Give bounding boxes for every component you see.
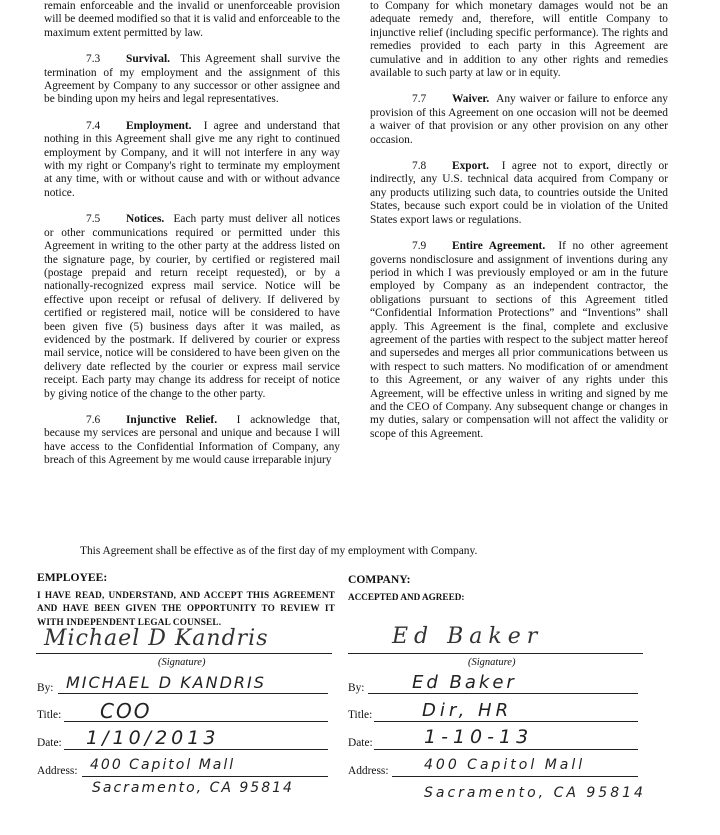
company-title-value: Dir, HR [422,700,513,721]
employee-by-value: MICHAEL D KANDRIS [66,673,266,692]
company-date-line[interactable] [374,749,638,750]
section-text: I acknowledge that, because my services are personal and unique and because I will have access to the Confidential Information of Company, any breach of this Agreement by me would cause irreparable injury [44,413,340,467]
employee-date-value: 1/10/2013 [86,727,220,749]
section-number: 7.9 [412,240,427,253]
section-text: If no other agreement governs nondisclosure and assignment of inventions during any period in which I was previously employed or am in the future employed by Company as an independent contractor, the obligations pursuant to sections of this Agreement titled “Confidential Information Protections” and “Inventions” shall apply. This Agreement is the final, complete and exclusive agreement of the parties with respect to the subject matter hereof and supersedes and merges all prior communications between us with respect to such matters. No modification of or amendment to this Agreement, or any waiver of any rights under this Agreement, will be effective unless in writing and signed by me and the CEO of Company. Any subsequent change or changes in my duties, salary or compensation will not affect the validity or scope of this Agreement. [370,240,668,440]
section-heading: Waiver. [452,93,490,106]
paragraph-continued: to Company for which monetary damages would not be an adequate remedy and, therefore, will entitle Company to injunctive relief (including specific performance). The rights and remedies provided to each party in this Agreement are cumulative and in addition to any other rights and remedies available to such party at law or in equity. [370,0,668,80]
company-by-label: By: [348,682,365,694]
company-title-label: Title: [348,709,373,721]
company-accepted: ACCEPTED AND AGREED: [348,592,465,602]
employee-address-line2: Sacramento, CA 95814 [92,780,294,796]
section-7-5 [44,213,340,401]
employee-address-line1: 400 Capitol Mall [90,757,236,773]
section-text: I agree and understand that nothing in this Agreement shall give me any right to continued employment by Company, and it will not interfere in any way with my right or Company's right to terminate my employment at any time, with or without cause and with or without advance notice. [44,119,340,199]
employee-date-label: Date: [37,737,62,749]
section-number: 7.8 [412,160,427,173]
employee-by-line[interactable] [58,693,328,694]
section-7-7 [370,93,668,147]
paragraph-continued: remain enforceable and the invalid or unenforceable provision will be deemed modified so that it is valid and enforceable to the maximum extent permitted by law. [44,0,340,39]
employee-acknowledgement: I HAVE READ, UNDERSTAND, AND ACCEPT THIS AGREEMENT AND HAVE BEEN GIVEN THE OPPORTUNITY TO REVIEW IT WITH INDEPENDENT LEGAL COUNSEL. [37,590,335,627]
employee-address-label: Address: [37,765,78,777]
left-column [44,0,340,468]
company-signature-line[interactable] [348,653,643,654]
section-text: I agree not to export, directly or indirectly, any U.S. technical data acquired from Company or any products utilizing such data, to countries outside the United States, because such export could be in violation of the United States export laws or regulations. [370,160,668,226]
company-by-line[interactable] [368,693,638,694]
section-text: Any waiver or failure to enforce any provision of this Agreement on one occasion will not be deemed a waiver of that provision or any other provision on any other occasion. [370,93,668,146]
employee-signature-line[interactable] [36,653,332,654]
employee-header: EMPLOYEE: [37,571,108,584]
company-address-label: Address: [348,765,389,777]
company-by-value: Ed Baker [412,672,517,693]
section-text: This Agreement shall survive the termination of my employment and the assignment of this Agreement by Company to any successor or other assignee and be binding upon my heirs and legal representatives. [44,53,340,106]
section-heading: Export. [452,160,490,173]
section-text: Each party must deliver all notices or other communications required or permitted under this Agreement in writing to the other party at the address listed on the signature page, by courier, by certified or registered mail (postage prepaid and return receipt requested), or by a nationally-recognized express mail service. Notice will be effective upon receipt or refusal of delivery. If delivered by certified or registered mail, notice will be considered to have been given five (5) business days after it was mailed, as evidenced by the postmark. If delivered by courier or express mail service, notice will be considered to have been given on the delivery date reflected by the courier or express mail service receipt. Each party may change its address for receipt of notice by giving notice of the change to the other party. [44,213,340,400]
employee-address-line[interactable] [82,776,328,777]
company-signature: Ed Baker [392,624,544,649]
section-number: 7.3 [86,53,101,66]
section-7-3 [44,53,340,107]
company-address-line2: Sacramento, CA 95814 [424,785,646,801]
section-heading: Injunctive Relief. [126,413,218,426]
section-number: 7.7 [412,93,427,106]
employee-by-label: By: [37,682,54,694]
company-title-line[interactable] [374,721,638,722]
employee-signature-caption: (Signature) [158,657,206,668]
section-number: 7.4 [86,119,101,132]
company-date-label: Date: [348,737,373,749]
company-header: COMPANY: [348,573,411,586]
company-address-line[interactable] [392,776,638,777]
company-date-value: 1-10-13 [424,726,534,748]
section-7-6 [44,414,340,468]
section-7-9 [370,240,668,441]
employee-title-value: COO [100,699,152,723]
employee-title-label: Title: [37,709,62,721]
section-7-8 [370,160,668,227]
company-signature-caption: (Signature) [468,657,516,668]
employee-signature: Michael D Kandris [44,626,269,651]
section-number: 7.6 [86,413,101,426]
right-column [370,0,668,441]
section-heading: Employment. [126,119,192,132]
section-number: 7.5 [86,213,101,226]
section-7-4 [44,120,340,200]
company-address-line1: 400 Capitol Mall [424,757,586,773]
section-heading: Notices. [126,213,165,226]
section-heading: Entire Agreement. [452,240,546,253]
employee-date-line[interactable] [64,749,328,750]
section-heading: Survival. [126,53,170,66]
effective-statement: This Agreement shall be effective as of the first day of my employment with Company. [80,545,478,557]
